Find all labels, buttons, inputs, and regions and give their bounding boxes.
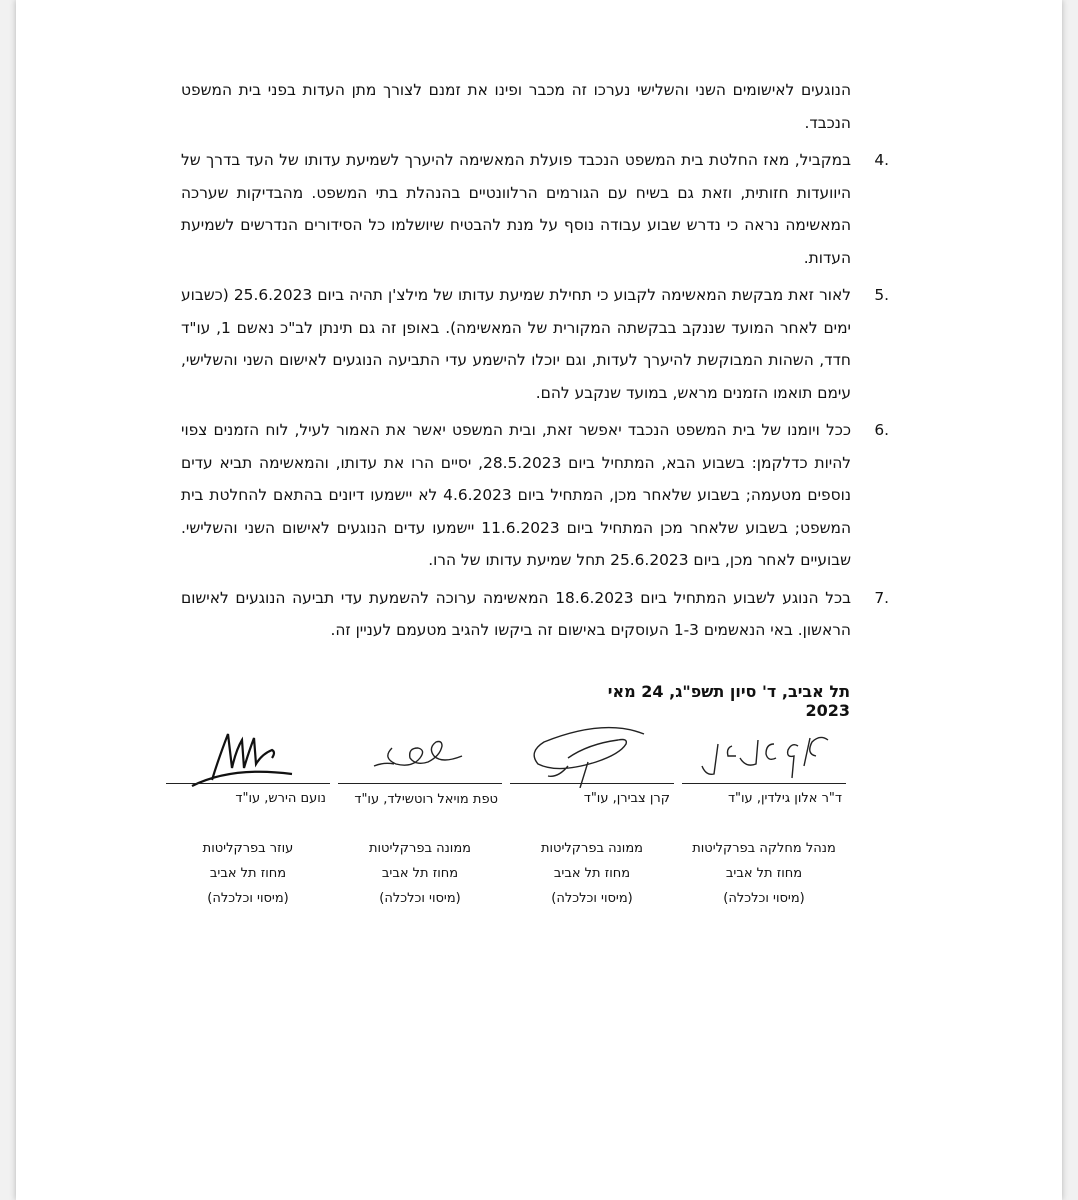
- signatory-gildin: [678, 710, 850, 920]
- signatory-dept: (מיסוי וכלכלה): [207, 891, 289, 906]
- paragraph-5: [181, 279, 889, 409]
- signatory-dept: (מיסוי וכלכלה): [723, 891, 805, 906]
- signatory-moyal-rothschild: [334, 710, 506, 920]
- paragraph-number: 4.: [874, 151, 889, 169]
- paragraph-6: [181, 414, 889, 577]
- signature-line: [166, 783, 330, 784]
- signatory-district: מחוז תל אביב: [209, 866, 287, 881]
- signatory-role: ממונה בפרקליטות: [540, 841, 644, 856]
- signature-hirsch: [162, 716, 334, 788]
- signatory-role-block: [506, 836, 678, 911]
- signature-moyal-rothschild: [334, 716, 506, 788]
- paragraph-continuation: [181, 74, 851, 139]
- signatory-role-block: [678, 836, 850, 911]
- document-body: [181, 74, 889, 652]
- signatory-name: קרן צבירן, עו"ד: [583, 791, 670, 806]
- signatory-role: מנהל מחלקה בפרקליטות: [692, 841, 836, 856]
- signatory-dept: (מיסוי וכלכלה): [551, 891, 633, 906]
- paragraph-4: [181, 144, 889, 274]
- signature-gildin: [678, 716, 850, 788]
- signatory-role-block: [334, 836, 506, 911]
- signatory-role: ממונה בפרקליטות: [368, 841, 472, 856]
- signatory-hirsch: [162, 710, 334, 920]
- place-and-date: תל אביב, ד' סיון תשפ"ג, 24 מאי 2023: [607, 682, 850, 720]
- document-page: [16, 0, 1062, 1200]
- paragraph-number: 6.: [874, 421, 889, 439]
- signature-line: [338, 783, 502, 784]
- paragraph-text: הנוגעים לאישומים השני והשלישי נערכו זה מכבר ופינו את זמנם לצורך מתן העדות בפני בית המשפט הנכבד.: [181, 81, 851, 132]
- paragraph-number: 7.: [874, 588, 889, 607]
- paragraph-number: 5.: [874, 286, 889, 304]
- signatory-name: נועם הירש, עו"ד: [235, 791, 326, 806]
- signatory-name: ד"ר אלון גילדין, עו"ד: [727, 791, 842, 806]
- signatory-district: מחוז תל אביב: [381, 866, 459, 881]
- signatory-role: עוזר בפרקליטות: [202, 841, 294, 856]
- signature-line: [510, 783, 674, 784]
- signature-line: [682, 783, 846, 784]
- signature-tzviran: [506, 716, 678, 788]
- paragraph-text: ככל ויומנו של בית המשפט הנכבד יאפשר זאת, ובית המשפט יאשר את האמור לעיל, לוח הזמנים צפוי להיות כדלקמן: בשבוע הבא, המתחיל ביום 28.5.2023, יסיים הרו את עדותו, והמאשימה תביא עדים נוספים מטעמה; בשבוע שלאחר מכן, המתחיל ביום 4.6.2023 לא יישמעו דיונים בהתאם להחלטת בית המשפט; בשבוע שלאחר מכן המתחיל ביום 11.6.2023 יישמעו עדים הנוגעים לאישום השני והשלישי. שבועיים לאחר מכן, ביום 25.6.2023 תחל שמיעת עדותו של הרו.: [181, 421, 852, 569]
- signatory-role-block: [162, 836, 334, 911]
- paragraph-text: בכל הנוגע לשבוע המתחיל ביום 18.6.2023 המאשימה ערוכה להשמעת עדי תביעה הנוגעים לאישום הראשון. באי הנאשמים 1-3 העוסקים באישום זה ביקשו להגיב מטעמם לעניין זה.: [181, 588, 852, 639]
- signatory-name: טפת מויאל רוטשילד, עו"ד: [354, 792, 498, 807]
- paragraph-text: לאור זאת מבקשת המאשימה לקבוע כי תחילת שמיעת עדותו של מילצ'ן תהיה ביום 25.6.2023 (כשבוע ימים לאחר המועד שננקב בבקשתה המקורית של המאשימה). באופן זה גם תינתן לב"כ נאשם 1, עו"ד חדד, השהות המבוקשת להיערך לעדות, וגם יוכלו להישמע עדי התביעה הנוגעים לאישום השני והשלישי, עימם תואמו הזמנים מראש, במועד שנקבע להם.: [181, 286, 852, 402]
- paragraph-7: [181, 582, 889, 647]
- signatory-district: מחוז תל אביב: [725, 866, 803, 881]
- paragraph-text: במקביל, מאז החלטת בית המשפט הנכבד פועלת המאשימה להיערך לשמיעת עדותו של העד בדרך של היוועדות חזותית, וזאת גם בשיח עם הגורמים הרלוונטיים בהנהלת בתי המשפט. מהבדיקות שערכה המאשימה נראה כי נדרש שבוע עבודה נוסף על מנת להבטיח שיושלמו כל הסידורים הנדרשים לשמיעת העדות.: [181, 151, 851, 267]
- signatory-dept: (מיסוי וכלכלה): [379, 891, 461, 906]
- signatory-district: מחוז תל אביב: [553, 866, 631, 881]
- signatory-tzviran: [506, 710, 678, 920]
